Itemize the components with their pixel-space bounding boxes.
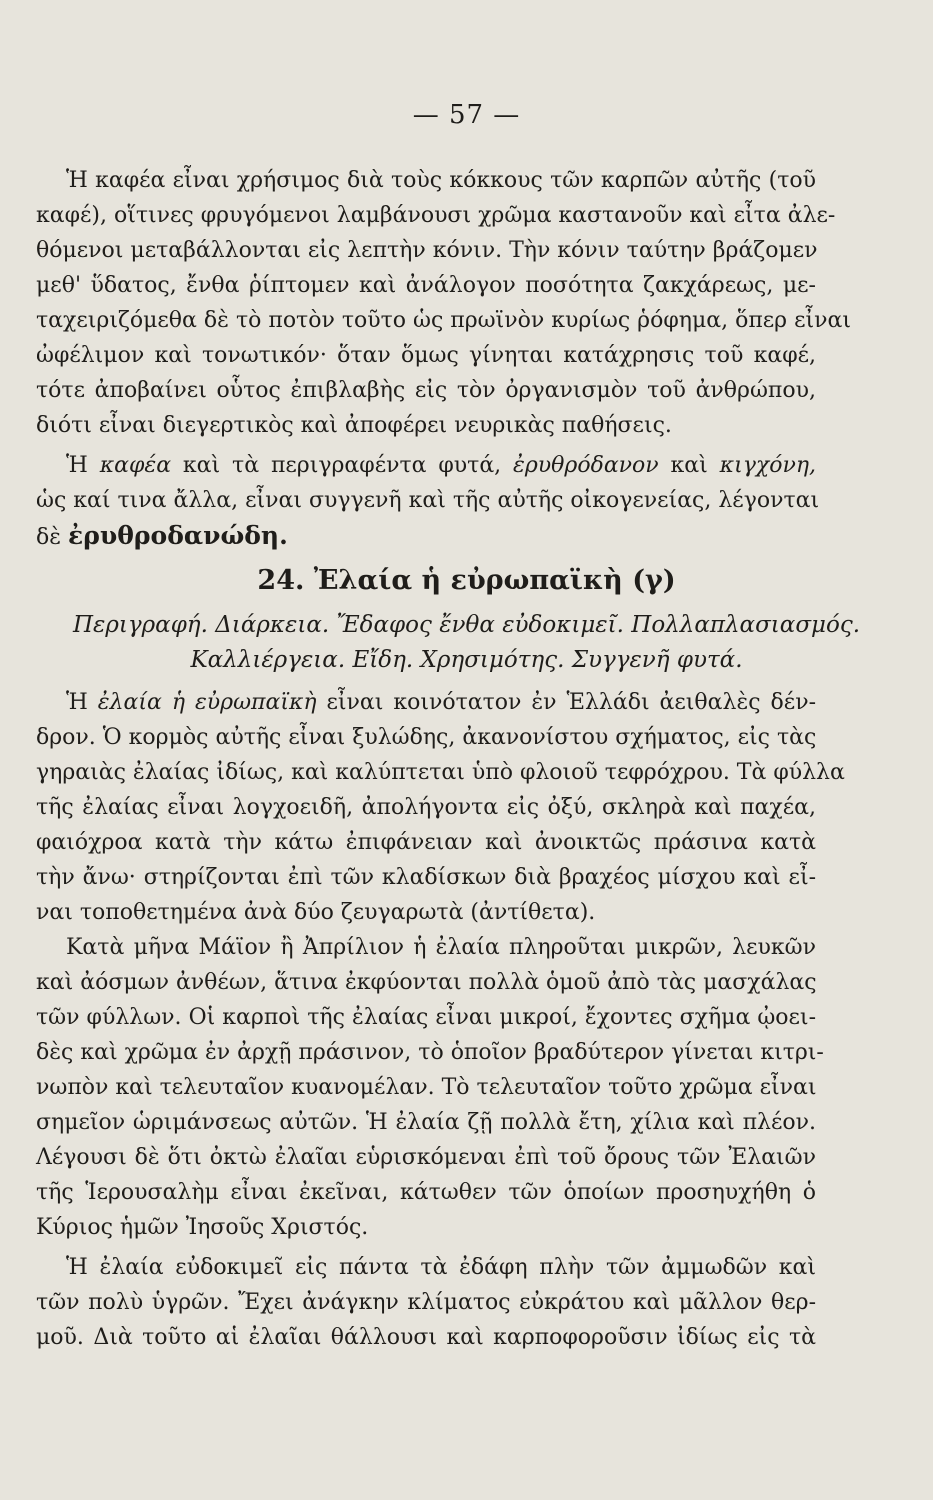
text-line: φαιόχροα κατὰ τὴν κάτω ἐπιφάνειαν καὶ ἀνοικτῶς πράσινα κατὰ xyxy=(36,830,816,855)
text-line: Λέγουσι δὲ ὅτι ὀκτὼ ἐλαῖαι εὑρισκόμεναι ἐπὶ τοῦ ὄρους τῶν Ἐλαιῶν xyxy=(36,1145,816,1170)
text-line: καφέ), οἵτινες φρυγόμενοι λαμβάνουσι χρῶμα καστανοῦν καὶ εἶτα ἀλε- xyxy=(36,203,836,228)
text-run: δὲ xyxy=(36,525,69,550)
text-line: θόμενοι μεταβάλλονται εἰς λεπτὴν κόνιν. Τὴν κόνιν ταύτην βράζομεν xyxy=(36,238,818,263)
text-line xyxy=(66,451,816,481)
text-line: ὠφέλιμον καὶ τονωτικόν· ὅταν ὅμως γίνηται κατάχρησις τοῦ καφέ, xyxy=(36,343,816,368)
text-line: τὴν ἄνω· στηρίζονται ἐπὶ τῶν κλαδίσκων διὰ βραχέος μίσχου καὶ εἶ- xyxy=(36,865,816,890)
section-heading: 24. Ἐλαία ἡ εὐρωπαϊκὴ (γ) xyxy=(257,565,676,596)
text-line: τῆς Ἱερουσαλὴμ εἶναι ἐκεῖναι, κάτωθεν τῶν ὁποίων προσηυχήθη ὁ xyxy=(36,1180,816,1205)
plant-name-madder: ἐρυθρόδανον xyxy=(513,453,659,478)
plant-name-cinchona: κιγχόνη, xyxy=(719,453,816,478)
text-run: καὶ xyxy=(658,453,720,478)
text-line: Ἡ καφέα εἶναι χρήσιμος διὰ τοὺς κόκκους τῶν καρπῶν αὐτῆς (τοῦ xyxy=(66,168,816,193)
text-line: τῶν πολὺ ὑγρῶν. Ἔχει ἀνάγκην κλίματος εὐκράτου καὶ μᾶλλον θερ- xyxy=(36,1290,816,1315)
topics-line: Περιγραφή. Διάρκεια. Ἔδαφος ἔνθα εὐδοκιμεῖ. Πολλαπλασιασμός. xyxy=(72,612,861,638)
text-line: σημεῖον ὡριμάνσεως αὐτῶν. Ἡ ἐλαία ζῇ πολλὰ ἔτη, χίλια καὶ πλέον. xyxy=(36,1110,816,1135)
text-line: δρον. Ὁ κορμὸς αὐτῆς εἶναι ξυλώδης, ἀκανονίστου σχήματος, εἰς τὰς xyxy=(36,725,817,750)
topics-line: Καλλιέργεια. Εἴδη. Χρησιμότης. Συγγενῆ φυτά. xyxy=(190,647,743,673)
text-line: καὶ ἀόσμων ἀνθέων, ἅτινα ἐκφύονται πολλὰ ὁμοῦ ἀπὸ τὰς μασχάλας xyxy=(36,970,817,995)
text-line: Κύριος ἡμῶν Ἰησοῦς Χριστός. xyxy=(36,1215,369,1240)
text-line: ὡς καί τινα ἄλλα, εἶναι συγγενῆ καὶ τῆς αὐτῆς οἰκογενείας, λέγονται xyxy=(36,488,820,513)
text-line: ταχειριζόμεθα δὲ τὸ ποτὸν τοῦτο ὡς πρωϊνὸν κυρίως ῥόφημα, ὅπερ εἶναι xyxy=(36,308,851,333)
family-name: ἐρυθροδανώδη. xyxy=(68,521,288,550)
text-line: ναι τοποθετημένα ἀνὰ δύο ζευγαρωτὰ (ἀντίθετα). xyxy=(36,900,596,925)
text-line: διότι εἶναι διεγερτικὸς καὶ ἀποφέρει νευρικὰς παθήσεις. xyxy=(36,413,672,438)
text-line: τότε ἀποβαίνει οὗτος ἐπιβλαβὴς εἰς τὸν ὀργανισμὸν τοῦ ἀνθρώπου, xyxy=(36,378,816,403)
text-line: δὲς καὶ χρῶμα ἐν ἀρχῇ πράσινον, τὸ ὁποῖον βραδύτερον γίνεται κιτρι- xyxy=(36,1040,824,1065)
species-name: ἐλαία ἡ εὐρωπαϊκὴ xyxy=(97,690,317,715)
page-number: — 57 — xyxy=(412,100,521,130)
text-run: Ἡ xyxy=(66,690,98,715)
text-run: καὶ τὰ περιγραφέντα φυτά, xyxy=(171,453,514,478)
text-line xyxy=(36,521,816,553)
text-line: Ἡ ἐλαία εὐδοκιμεῖ εἰς πάντα τὰ ἐδάφη πλὴν τῶν ἀμμωδῶν καὶ xyxy=(66,1255,816,1280)
text-line: νωπὸν καὶ τελευταῖον κυανομέλαν. Τὸ τελευταῖον τοῦτο χρῶμα εἶναι xyxy=(36,1075,817,1100)
text-line: μοῦ. Διὰ τοῦτο αἱ ἐλαῖαι θάλλουσι καὶ καρποφοροῦσιν ἰδίως εἰς τὰ xyxy=(36,1325,816,1350)
text-run: εἶναι κοινότατον ἐν Ἑλλάδι ἀειθαλὲς δέν- xyxy=(316,690,817,715)
text-line: τῶν φύλλων. Οἱ καρποὶ τῆς ἐλαίας εἶναι μικροί, ἔχοντες σχῆμα ᾠοει- xyxy=(36,1005,816,1030)
text-line: μεθ' ὕδατος, ἔνθα ῥίπτομεν καὶ ἀνάλογον ποσότητα ζακχάρεως, με- xyxy=(36,273,816,298)
plant-name-coffee: καφέα xyxy=(99,453,172,478)
text-line: γηραιὰς ἐλαίας ἰδίως, καὶ καλύπτεται ὑπὸ φλοιοῦ τεφρόχρου. Τὰ φύλλα xyxy=(36,760,845,785)
text-line: Κατὰ μῆνα Μάϊον ἢ Ἀπρίλιον ἡ ἐλαία πληροῦται μικρῶν, λευκῶν xyxy=(66,935,816,960)
text-line: τῆς ἐλαίας εἶναι λογχοειδῆ, ἀπολήγοντα εἰς ὀξύ, σκληρὰ καὶ παχέα, xyxy=(36,795,816,820)
text-run: Ἡ xyxy=(66,453,100,478)
text-line xyxy=(66,688,816,718)
